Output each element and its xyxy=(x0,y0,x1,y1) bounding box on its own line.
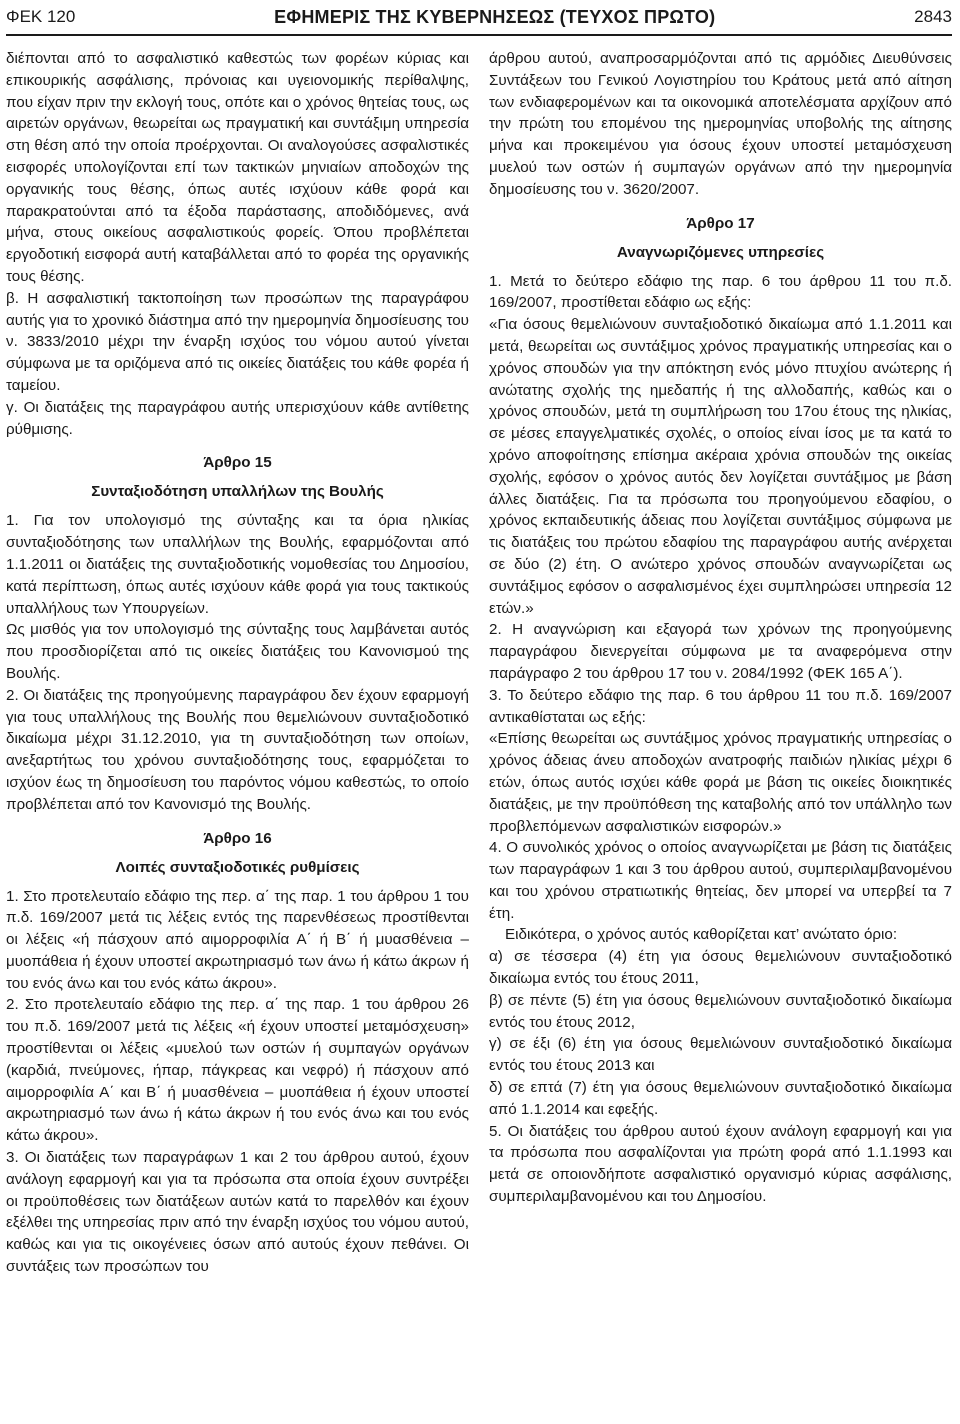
article-number: Άρθρο 15 xyxy=(203,454,272,472)
page-number: 2843 xyxy=(914,7,952,26)
right-column xyxy=(489,48,952,1278)
article-title: Αναγνωριζόμενες υπηρεσίες xyxy=(616,243,825,261)
paragraph: β. Η ασφαλιστική τακτοποίηση των προσώπων της παραγράφου αυτής για το χρονικό διάστημα από την ημερομηνία δημοσίευσης του ν. 3833/2010 μέχρι την έναρξη ισχύος του νόμου αυτού γίνεται σύμφωνα με τα οριζόμενα από τις οικείες διατάξεις του κάθε φορέα ή ταμείου. xyxy=(6,289,469,394)
article-number: Άρθρο 16 xyxy=(203,829,272,847)
paragraph: γ) σε έξι (6) έτη για όσους θεμελιώνουν συνταξιοδοτικό δικαίωμα εντός του έτους 2013 και xyxy=(489,1035,952,1075)
paragraph: 3. Το δεύτερο εδάφιο της παρ. 6 του άρθρου 11 του π.δ. 169/2007 αντικαθίσταται ως εξής: xyxy=(489,686,952,726)
paragraph: «Επίσης θεωρείται ως συντάξιμος χρόνος πραγματικής υπηρεσίας ο χρόνος άδειας άνευ αποδοχών ανατροφής παιδιών ηλικίας μέχρι 6 ετών, όπως αυτός ισχύει κάθε φορά με βάση τις οικείες διοικητικές διατάξεις, με την προϋπόθεση της καταβολής από τον υπάλληλο των προβλεπόμενων ασφαλιστικών εισφορών.» xyxy=(489,730,952,835)
article-heading xyxy=(6,452,469,502)
paragraph: 4. Ο συνολικός χρόνος ο οποίος αναγνωρίζεται με βάση τις διατάξεις των παραγράφων 1 και 3 του άρθρου αυτού, συμπεριλαμβανομένου και του χρόνου στρατιωτικής θητείας, δεν μπορεί να υπερβεί τα 7 έτη. xyxy=(489,839,952,922)
gazette-title: ΕΦΗΜΕΡΙΣ ΤΗΣ ΚΥΒΕΡΝΗΣΕΩΣ (ΤΕΥΧΟΣ ΠΡΩΤΟ) xyxy=(274,6,716,27)
paragraph: Ειδικότερα, ο χρόνος αυτός καθορίζεται κατ’ ανώτατο όριο: xyxy=(505,926,898,944)
article-number: Άρθρο 17 xyxy=(686,214,755,232)
article-heading xyxy=(489,213,952,263)
left-column xyxy=(6,48,469,1278)
paragraph: 1. Μετά το δεύτερο εδάφιο της παρ. 6 του άρθρου 11 του π.δ. 169/2007, προστίθεται εδάφιο ως εξής: xyxy=(489,272,952,312)
text-columns xyxy=(6,48,952,1278)
paragraph: «Για όσους θεμελιώνουν συνταξιοδοτικό δικαίωμα από 1.1.2011 και μετά, θεωρείται ως συντάξιμος χρόνος πραγματικής υπηρεσίας και ο χρόνος σπουδών για την απόκτηση ενός μόνο πτυχίου ανώτερης ή ανώτατης σχολής της ημεδαπής ή της αλλοδαπής, καθώς και ο χρόνος σπουδών, μετά τη συμπλήρωση του 17ου έτους της ηλικίας, σε μέσες επαγγελματικές σχολές, ο οποίος είναι ίσος με τα κατά το χρόνο αποφοίτησης επίσημα ακέραια χρόνια σπουδών της οικείας σχολής, εφόσον ο χρόνος αυτός δεν λογίζεται συντάξιμος με βάση άλλες διατάξεις. Για τα πρόσωπα του προηγούμενου εδαφίου, ο χρόνος εκπαιδευτικής άδειας που λογίζεται συντάξιμος σύμφωνα με τις διατάξεις του πρώτου εδαφίου της παραγράφου αυτής ανέρχεται σε δύο (2) έτη. Ο ανώτερο χρόνος σπουδών αναγνωρίζεται ως συντάξιμος εφόσον ο ασφαλισμένος έχει συμπληρώσει υπηρεσία 12 ετών.» xyxy=(489,316,952,617)
paragraph: 5. Οι διατάξεις του άρθρου αυτού έχουν ανάλογη εφαρμογή και για τα πρόσωπα που ασφαλίζονται για πρώτη φορά από 1.1.1993 και μετά σε οποιονδήποτε ασφαλιστικό οργανισμό κύριας ασφάλισης, συμπεριλαμβανομένου και του Δημοσίου. xyxy=(489,1122,952,1206)
article-title: Λοιπές συνταξιοδοτικές ρυθμίσεις xyxy=(115,858,360,876)
paragraph: 3. Οι διατάξεις των παραγράφων 1 και 2 του άρθρου αυτού, έχουν ανάλογη εφαρμογή και για τα πρόσωπα στα οποία έχουν συντρέξει οι προϋποθέσεις των διατάξεων αυτών κατά το παρελθόν και έχουν εξέλθει της υπηρεσίας πριν από την έναρξη ισχύος του νόμου αυτού, καθώς και για τις οικογένειες όσων από αυτούς έχουν πεθάνει. Οι συντάξεις των προσώπων του xyxy=(6,1149,469,1276)
article-heading xyxy=(6,828,469,878)
paragraph: 1. Στο προτελευταίο εδάφιο της περ. α΄ της παρ. 1 του άρθρου 1 του π.δ. 169/2007 μετά τις λέξεις εντός της παρενθέσεως προστίθενται οι λέξεις «ή πάσχουν από αιμορροφιλία Α΄ ή Β΄ ή μυασθένεια – μυοπάθεια ή έχουν υποστεί ακρωτηριασμό των άνω ή κάτω άκρων ή του ενός άνω και του ενός κάτω άκρου». xyxy=(6,887,469,992)
paragraph: Ως μισθός για τον υπολογισμό της σύνταξης τους λαμβάνεται αυτός που προσδιορίζεται από τις οικείες διατάξεις του Κανονισμού της Βουλής. xyxy=(6,621,469,682)
paragraph: 2. Στο προτελευταίο εδάφιο της περ. α΄ της παρ. 1 του άρθρου 26 του π.δ. 169/2007 μετά τις λέξεις «ή έχουν υποστεί μεταμόσχευση» προστίθενται οι λέξεις «μυελού των οστών ή συμπαγών οργάνων (καρδιά, πνεύμονες, ήπαρ, πάγκρεας και νεφρό) ή πάσχουν από αιμορροφιλία Α΄ και Β΄ ή μυασθένεια – μυοπάθεια ή έχουν υποστεί ακρωτηριασμό των άνω ή κάτω άκρων ή του ενός άνω και του ενός κάτω άκρου». xyxy=(6,996,469,1145)
paragraph: 1. Για τον υπολογισμό της σύνταξης και τα όρια ηλικίας συνταξιοδότησης των υπαλλήλων της Βουλής, εφαρμόζονται από 1.1.2011 οι διατάξεις της συνταξιοδοτικής νομοθεσίας του Δημοσίου, κατά περίπτωση, όπως αυτές ισχύουν κάθε φορά για τους τακτικούς υπαλλήλους των Υπουργείων. xyxy=(6,512,469,617)
issue-number: ΦΕΚ 120 xyxy=(6,7,76,26)
article-title: Συνταξιοδότηση υπαλλήλων της Βουλής xyxy=(91,483,384,501)
paragraph: διέπονται από το ασφαλιστικό καθεστώς των φορέων κύριας και επικουρικής ασφάλισης, πρόνοιας και υγειονομικής περίθαλψης, που είχαν πριν την εκλογή τους, οπότε και ο χρόνος θητείας τους, ως αιρετών οργάνων, θεωρείται ως πραγματική και συντάξιμη υπηρεσία στη θέση από την οποία προέρχονται. Οι αναλογούσες ασφαλιστικές εισφορές υπολογίζονται επί των τακτικών μηνιαίων αποδοχών της οργανικής τους θέσης, όπως αυτές ισχύουν κάθε φορά και παρακρατούνται από τα έξοδα παράστασης, αποδιδόμενες, ανά μήνα, στους οικείους ασφαλιστικούς φορείς. Όπου προβλέπεται εργοδοτική εισφορά αυτή καταβάλλεται από το φορέα της οργανικής τους θέσης. xyxy=(6,50,469,285)
paragraph: άρθρου αυτού, αναπροσαρμόζονται από τις αρμόδιες Διευθύνσεις Συντάξεων του Γενικού Λογιστηρίου του Κράτους μετά από αίτηση των ενδιαφερομένων και τα οικονομικά αποτελέσματα αρχίζουν από την πρώτη του επομένου της ημερομηνίας υποβολής της αίτησης μήνα και προκειμένου για όσους έχουν υποστεί μεταμόσχευση μυελού των οστών ή συμπαγών οργάνων από την ημερομηνία δημοσίευσης του ν. 3620/2007. xyxy=(489,50,952,198)
paragraph: β) σε πέντε (5) έτη για όσους θεμελιώνουν συνταξιοδοτικό δικαίωμα εντός του έτους 2012, xyxy=(489,991,952,1031)
page-header xyxy=(6,0,952,36)
paragraph: 2. Οι διατάξεις της προηγούμενης παραγράφου δεν έχουν εφαρμογή για τους υπαλλήλους της Βουλής που θεμελιώνουν συνταξιοδοτικό δικαίωμα μέχρι 31.12.2010, για τη συνταξιοδότηση των οποίων, ανεξαρτήτως του χρόνου συνταξιοδότησης τους, εφαρμόζεται το ισχύον έως τη δημοσίευση του παρόντος νόμου καθεστώς, το οποίο προβλέπεται από τον Κανονισμό της Βουλής. xyxy=(6,686,469,813)
paragraph: 2. Η αναγνώριση και εξαγορά των χρόνων της προηγούμενης παραγράφου διενεργείται σύμφωνα με τα αναφερόμενα στην παράγραφο 2 του άρθρου 17 του ν. 2084/1992 (ΦΕΚ 165 Α΄). xyxy=(489,621,952,682)
paragraph: α) σε τέσσερα (4) έτη για όσους θεμελιώνουν συνταξιοδοτικό δικαίωμα εντός του έτους 2011, xyxy=(489,948,952,988)
paragraph: δ) σε επτά (7) έτη για όσους θεμελιώνουν συνταξιοδοτικό δικαίωμα από 1.1.2014 και εφεξής. xyxy=(489,1079,952,1118)
paragraph: γ. Οι διατάξεις της παραγράφου αυτής υπερισχύουν κάθε αντίθετης ρύθμισης. xyxy=(6,398,469,438)
